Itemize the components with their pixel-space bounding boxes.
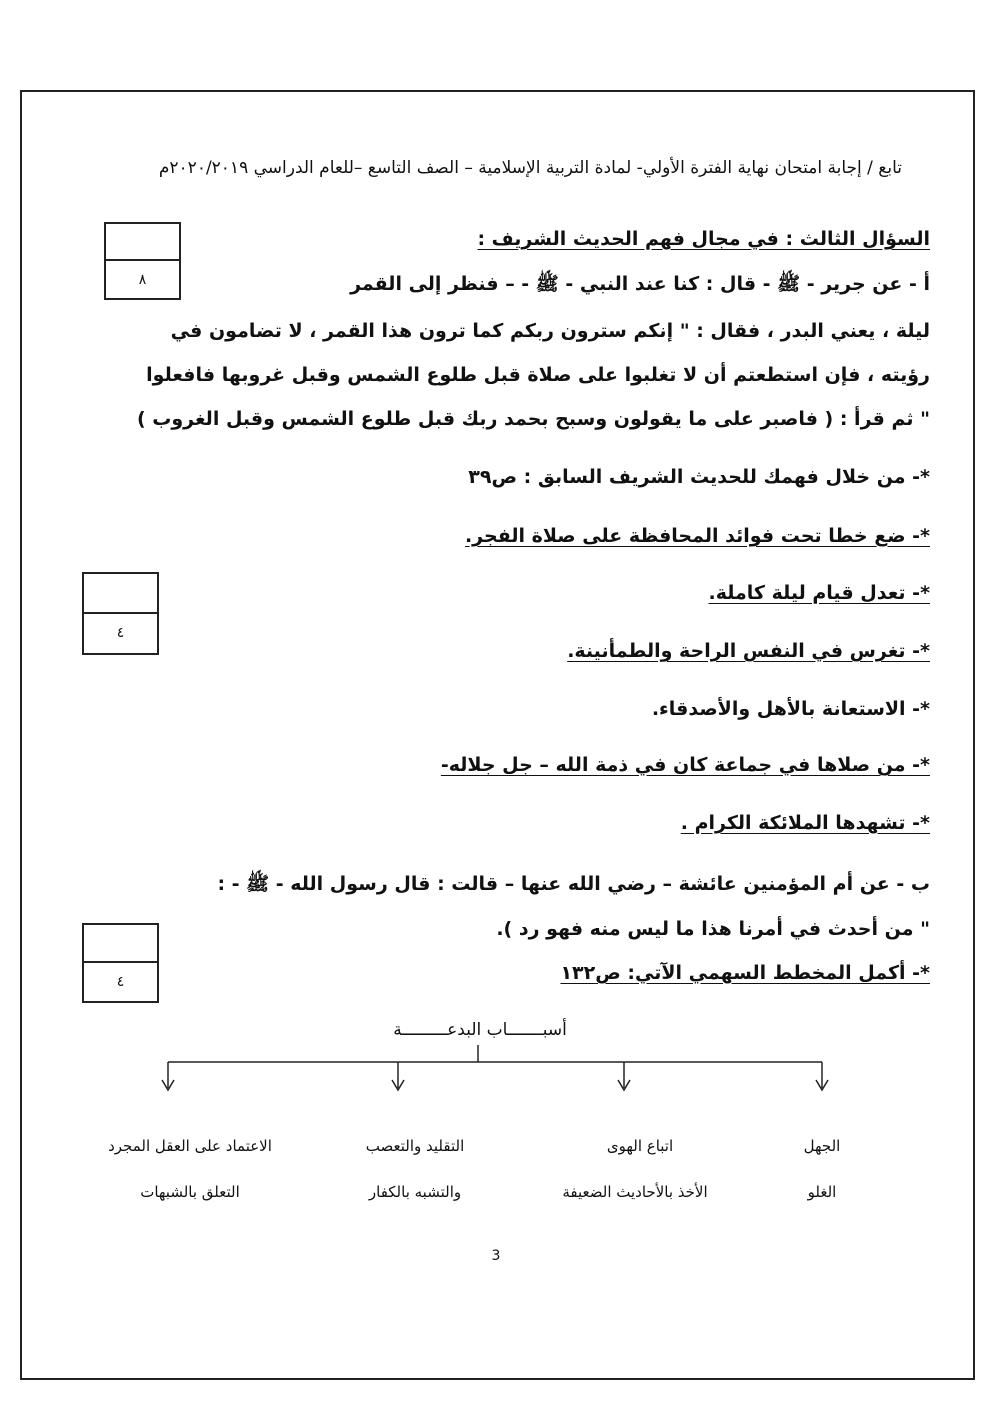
cause-doubts: التعلق بالشبهات <box>140 1183 240 1201</box>
score-value: ٨ <box>138 271 147 288</box>
page-header: تابع / إجابة امتحان نهاية الفترة الأولي- لمادة التربية الإسلامية – الصف التاسع –للعام الدراسي ٢٠٢٠/٢٠١٩م <box>158 158 902 178</box>
hadith-b-line-2: " من أحدث في أمرنا هذا ما ليس منه فهو رد ). <box>496 918 930 940</box>
score-value: ٤ <box>116 974 125 990</box>
arrow-4 <box>162 1062 174 1090</box>
page-number: 3 <box>491 1248 501 1264</box>
benefit-item-2: *- تغرس في النفس الراحة والطمأنينة. <box>567 640 930 662</box>
cause-weak-hadith: الأخذ بالأحاديث الضعيفة <box>562 1183 708 1201</box>
hadith-b-line-1: ب - عن أم المؤمنين عائشة – رضي الله عنها – قالت : قال رسول الله - ﷺ - : <box>217 873 930 895</box>
cause-ignorance: الجهل <box>803 1137 841 1155</box>
hadith-a-line-4: " ثم قرأ : ( فاصبر على ما يقولون وسبح بحمد ربك قبل طلوع الشمس وقبل الغروب ) <box>136 408 930 430</box>
underline-instruction: *- ضع خطا تحت فوائد المحافظة على صلاة الفجر. <box>464 525 930 547</box>
question-title: السؤال الثالث : في مجال فهم الحديث الشريف : <box>477 228 930 250</box>
cause-desire: اتباع الهوى <box>606 1137 674 1155</box>
cause-imitation: التقليد والتعصب <box>365 1137 465 1155</box>
hadith-a-line-3: رؤيته ، فإن استطعتم أن لا تغلبوا على صلاة قبل طلوع الشمس وقبل غروبها فافعلوا <box>146 364 930 386</box>
benefit-item-3: *- الاستعانة بالأهل والأصدقاء. <box>651 698 930 720</box>
arrow-1 <box>816 1062 828 1090</box>
benefit-item-1: *- تعدل قيام ليلة كاملة. <box>708 582 930 604</box>
diagram-instruction: *- أكمل المخطط السهمي الآتي: ص١٣٢ <box>560 962 930 984</box>
understanding-prompt: *- من خلال فهمك للحديث الشريف السابق : ص٣٩ <box>468 466 930 488</box>
benefit-item-5: *- تشهدها الملائكة الكرام . <box>680 812 930 834</box>
arrow-3 <box>392 1062 404 1090</box>
diagram-title: أسبـــــــاب البدعـــــــــة <box>393 1020 567 1040</box>
cause-resemble: والتشبه بالكفار <box>368 1183 462 1201</box>
hadith-a-line-1: أ - عن جرير - ﷺ - قال : كنا عند النبي - ﷺ - – فنظر إلى القمر <box>350 273 930 295</box>
cause-extremism: الغلو <box>807 1183 837 1201</box>
cause-reason: الاعتماد على العقل المجرد <box>108 1137 272 1155</box>
score-value: ٤ <box>116 625 125 642</box>
arrow-2 <box>618 1062 630 1090</box>
hadith-a-line-2: ليلة ، يعني البدر ، فقال : " إنكم سترون ربكم كما ترون هذا القمر ، لا تضامون في <box>170 320 930 342</box>
benefit-item-4: *- من صلاها في جماعة كان في ذمة الله – جل جلاله- <box>440 754 930 776</box>
